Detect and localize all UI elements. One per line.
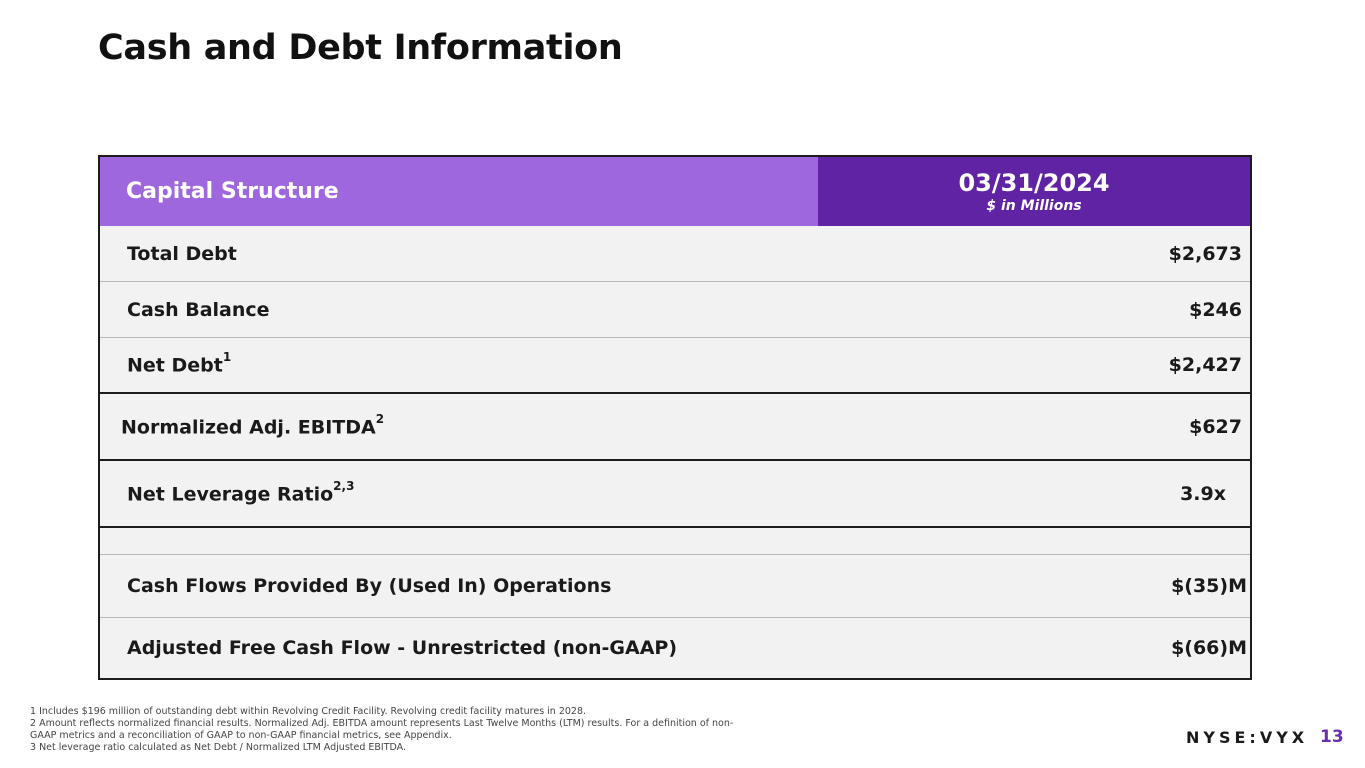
row-label: Net Leverage Ratio$^{2,3}$ — [127, 478, 355, 506]
row-label: Cash Balance — [127, 298, 270, 321]
table-row — [100, 554, 1250, 617]
row-value: $627 — [1189, 415, 1242, 438]
table-row — [100, 281, 1250, 337]
table-row — [100, 337, 1250, 392]
table-header — [100, 157, 1250, 226]
row-label: Total Debt — [127, 242, 237, 265]
table-row-spacer — [100, 526, 1250, 554]
footnote: 1 Includes $196 million of outstanding debt within Revolving Credit Facility. Revolving credit facility matures in 2028. — [30, 706, 587, 717]
footnote-marker: 2 — [375, 411, 385, 426]
row-value: $(66)M — [1171, 637, 1247, 659]
footnote-marker: 1 — [222, 350, 232, 365]
header-unit: $ in Millions — [986, 198, 1082, 214]
header-date-cell — [818, 157, 1250, 226]
table-row — [100, 226, 1250, 281]
footnote: 2 Amount reflects normalized financial results. Normalized Adj. EBITDA amount represents Last Twelve Months (LTM) results. For a definition of non- — [30, 718, 734, 729]
row-value: $2,673 — [1168, 242, 1242, 265]
table-row — [100, 459, 1250, 526]
footnotes — [30, 706, 770, 754]
row-value: $2,427 — [1168, 354, 1242, 376]
table-row — [100, 617, 1250, 678]
header-label: Capital Structure — [100, 157, 818, 226]
header-date: 03/31/2024 — [958, 169, 1110, 197]
row-value: $246 — [1189, 298, 1242, 321]
row-value: $(35)M — [1171, 575, 1247, 597]
row-label: Normalized Adj. EBITDA$^2$ — [121, 411, 385, 439]
row-value: 3.9x — [1180, 482, 1226, 505]
row-label: Cash Flows Provided By (Used In) Operations — [127, 575, 612, 597]
footnote-marker: 2,3 — [333, 478, 355, 493]
page-number: 13 — [1320, 727, 1344, 747]
footnote: 3 Net leverage ratio calculated as Net Debt / Normalized LTM Adjusted EBITDA. — [30, 742, 407, 753]
row-label: Adjusted Free Cash Flow - Unrestricted (non-GAAP) — [127, 637, 678, 659]
capital-structure-table — [98, 155, 1252, 680]
page-title: Cash and Debt Information — [98, 28, 623, 68]
footnote: GAAP metrics and a reconciliation of GAAP to non-GAAP financial metrics, see Appendix. — [30, 730, 452, 741]
table-row — [100, 392, 1250, 459]
row-label: Net Debt$^1$ — [127, 350, 232, 377]
stock-ticker: NYSE:VYX — [1186, 728, 1309, 747]
